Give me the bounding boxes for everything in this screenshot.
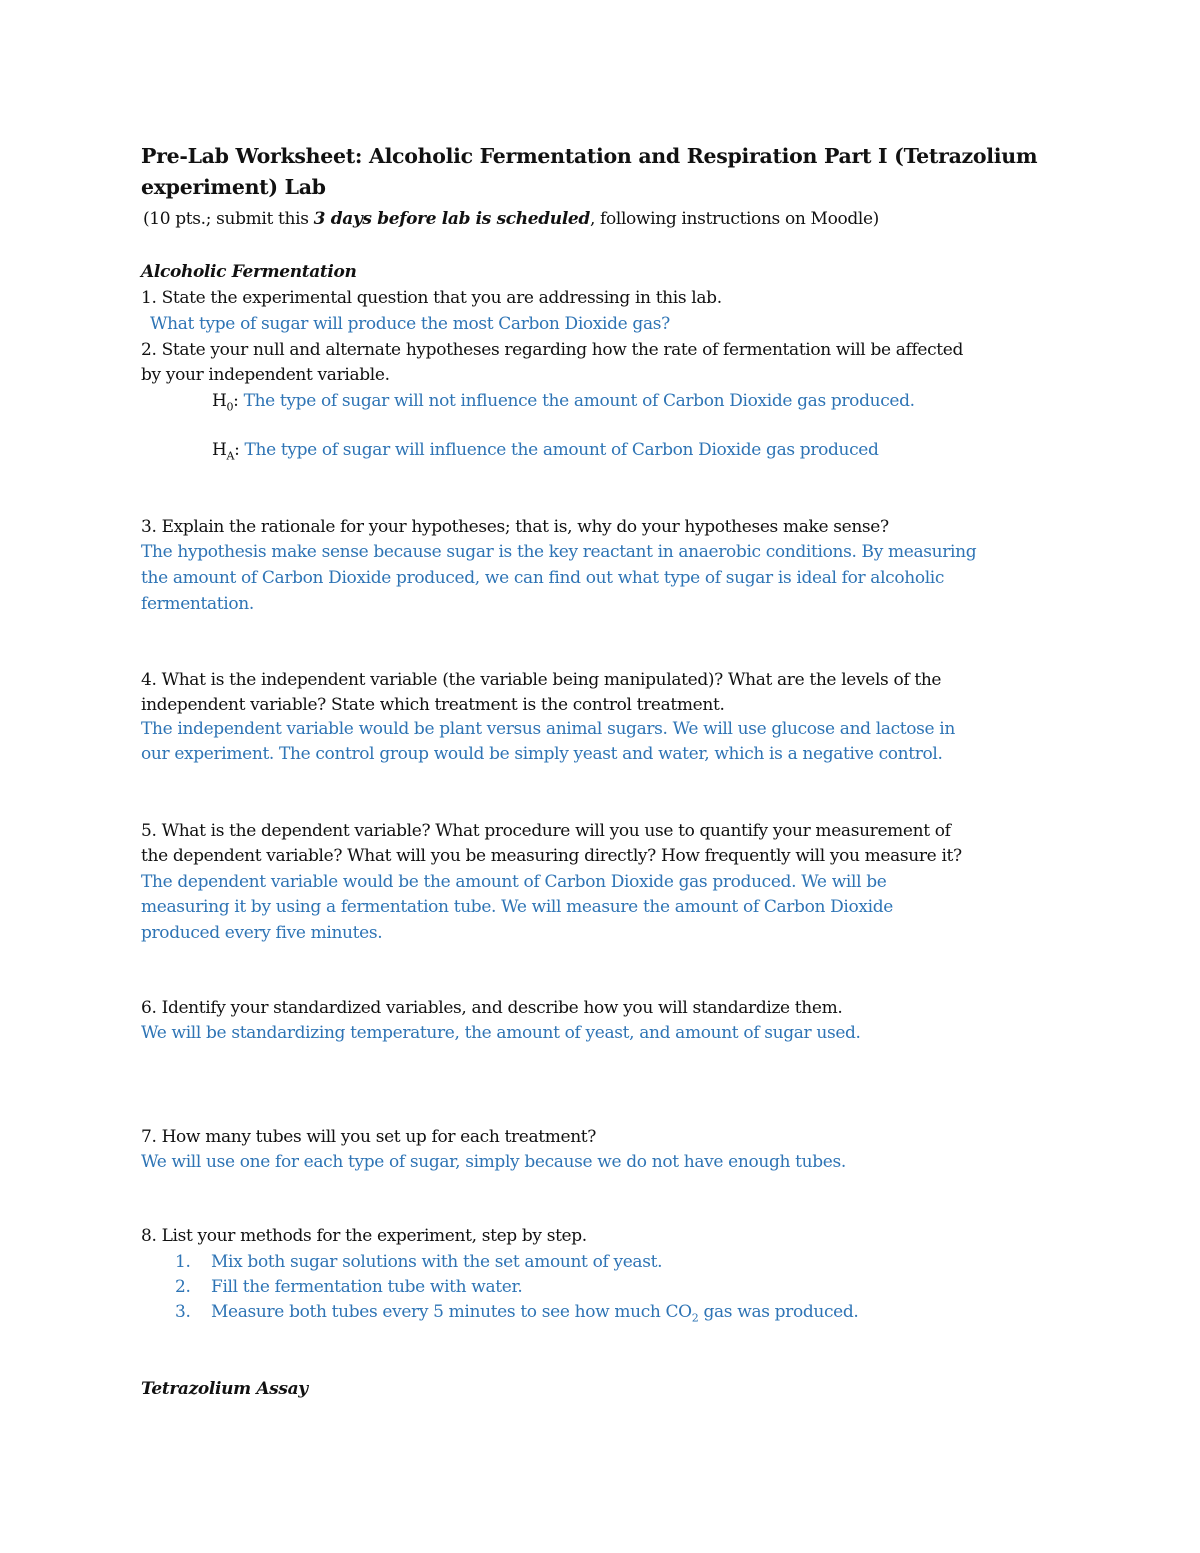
h0-label: H xyxy=(212,391,227,411)
answer-3-line2: the amount of Carbon Dioxide produced, we can find out what type of sugar is ideal for alcoholic xyxy=(141,568,945,588)
null-hypothesis xyxy=(212,388,915,414)
method-step-text: Mix both sugar solutions with the set amount of yeast. xyxy=(211,1252,663,1272)
h0-answer: The type of sugar will not influence the amount of Carbon Dioxide gas produced. xyxy=(238,391,915,411)
answer-4-line1: The independent variable would be plant versus animal sugars. We will use glucose and lactose in xyxy=(141,719,955,739)
ha-colon: : xyxy=(234,440,240,460)
alternate-hypothesis xyxy=(212,437,879,463)
section-heading-alcoholic-fermentation: Alcoholic Fermentation xyxy=(141,262,357,282)
question-5-line1: 5. What is the dependent variable? What procedure will you use to quantify your measurement of xyxy=(141,821,951,841)
instructions-suffix: , following instructions on Moodle) xyxy=(589,209,879,229)
worksheet-title-line2: experiment) Lab xyxy=(141,175,326,199)
answer-5-line2: measuring it by using a fermentation tube. We will measure the amount of Carbon Dioxide xyxy=(141,897,893,917)
method-step-number: 3. xyxy=(175,1302,191,1322)
co2-subscript: 2 xyxy=(691,1311,699,1325)
method-step-text: Fill the fermentation tube with water. xyxy=(211,1277,523,1297)
method-step xyxy=(175,1249,662,1275)
question-6: 6. Identify your standardized variables, and describe how you will standardize them. xyxy=(141,998,843,1018)
question-3: 3. Explain the rationale for your hypotheses; that is, why do your hypotheses make sense? xyxy=(141,517,889,537)
question-2-line1: 2. State your null and alternate hypotheses regarding how the rate of fermentation will be affected xyxy=(141,340,964,360)
question-1: 1. State the experimental question that you are addressing in this lab. xyxy=(141,288,722,308)
answer-5-line1: The dependent variable would be the amount of Carbon Dioxide gas produced. We will be xyxy=(141,872,887,892)
instructions-emphasis: 3 days before lab is scheduled xyxy=(313,209,590,229)
answer-5-line3: produced every five minutes. xyxy=(141,923,383,943)
instructions xyxy=(143,206,879,232)
ha-label: H xyxy=(212,440,227,460)
answer-3-line3: fermentation. xyxy=(141,594,254,614)
question-8: 8. List your methods for the experiment, step by step. xyxy=(141,1226,587,1246)
h0-colon: : xyxy=(233,391,239,411)
answer-6: We will be standardizing temperature, the amount of yeast, and amount of sugar used. xyxy=(141,1023,861,1043)
question-7: 7. How many tubes will you set up for each treatment? xyxy=(141,1127,597,1147)
method-step-number: 2. xyxy=(175,1277,191,1297)
method-step xyxy=(175,1274,522,1300)
method-step-text-after: gas was produced. xyxy=(698,1302,859,1322)
answer-4-line2: our experiment. The control group would be simply yeast and water, which is a negative control. xyxy=(141,744,943,764)
method-step-number: 1. xyxy=(175,1252,191,1272)
ha-subscript: A xyxy=(226,449,235,463)
h0-subscript: 0 xyxy=(226,400,234,414)
worksheet-title-line1: Pre-Lab Worksheet: Alcoholic Fermentation and Respiration Part I (Tetrazolium xyxy=(141,144,1038,168)
answer-7: We will use one for each type of sugar, simply because we do not have enough tubes. xyxy=(141,1152,846,1172)
question-2-line2: by your independent variable. xyxy=(141,365,390,385)
answer-1: What type of sugar will produce the most Carbon Dioxide gas? xyxy=(150,314,670,334)
question-4-line1: 4. What is the independent variable (the variable being manipulated)? What are the levels of the xyxy=(141,670,942,690)
question-4-line2: independent variable? State which treatment is the control treatment. xyxy=(141,695,725,715)
method-step xyxy=(175,1299,858,1325)
instructions-prefix: (10 pts.; submit this xyxy=(143,209,314,229)
method-step-text: Measure both tubes every 5 minutes to see how much CO xyxy=(211,1302,692,1322)
answer-3-line1: The hypothesis make sense because sugar is the key reactant in anaerobic conditions. By measuring xyxy=(141,542,977,562)
question-5-line2: the dependent variable? What will you be measuring directly? How frequently will you measure it? xyxy=(141,846,962,866)
section-heading-tetrazolium-assay: Tetrazolium Assay xyxy=(141,1379,308,1399)
ha-answer: The type of sugar will influence the amount of Carbon Dioxide gas produced xyxy=(239,440,879,460)
